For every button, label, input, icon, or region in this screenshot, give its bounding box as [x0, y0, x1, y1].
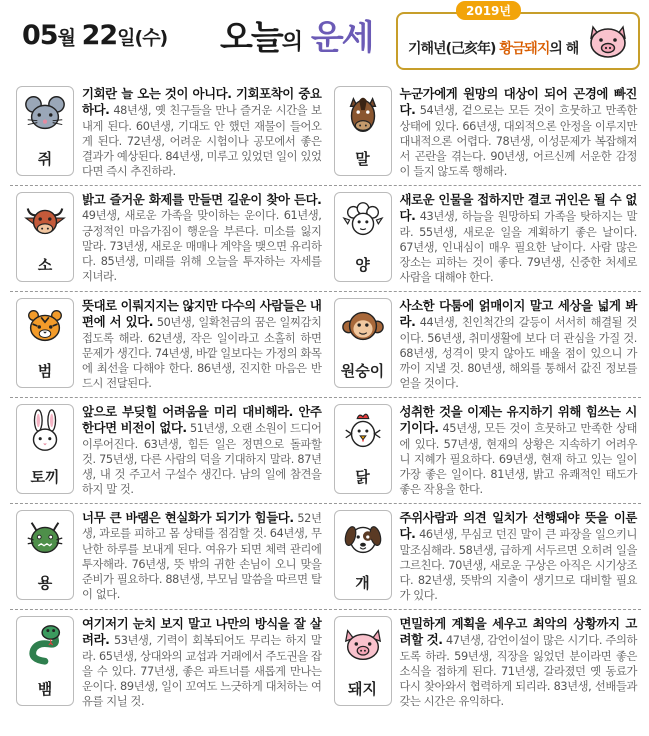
animal-name: 토끼	[30, 468, 60, 486]
animal-badge	[16, 86, 74, 176]
fortune-headline: 뜻대로 이뤄지지는 않지만 다수의 사람들은 내 편에 서 있다.	[82, 298, 322, 330]
banner-pig-icon	[586, 18, 630, 62]
animal-name: 개	[355, 574, 370, 592]
ox-icon	[22, 197, 68, 243]
fortune-grid	[10, 80, 641, 715]
fortune-headline: 누군가에게 원망의 대상이 되어 곤경에 빠진다.	[399, 86, 637, 118]
animal-badge	[16, 192, 74, 282]
animal-name: 돼지	[348, 680, 377, 698]
fortune-headline: 새로운 인물을 접하지만 결코 귀인은 될 수 없다.	[399, 192, 637, 224]
header	[0, 0, 649, 74]
fortune-body: 54년생, 겉으로는 모든 것이 흐뭇하고 만족한 상태에 있다. 66년생, 대외적으론 안정을 이루지만 대내적으론 어렵다. 78년생, 이성문제가 복잡해져서 곤란을 겪는다. 90년생, 어르신께 서운한 감정이 들지 않도록 행해라.	[399, 104, 637, 179]
banner-post: 의 해	[549, 41, 579, 57]
fortune-cell	[326, 610, 642, 715]
fortune-headline: 성취한 것을 이제는 유지하기 위해 힘쓰는 시기이다.	[399, 404, 637, 436]
day-unit: 일	[117, 27, 135, 49]
sheep-icon	[340, 197, 386, 243]
banner-year: 2019년	[456, 1, 521, 20]
animal-badge	[334, 298, 392, 388]
animal-badge	[334, 86, 392, 176]
animal-name: 쥐	[37, 150, 53, 168]
fortune-row	[10, 504, 641, 610]
animal-name: 말	[355, 150, 370, 168]
fortune-text	[400, 510, 638, 605]
fortune-text	[82, 192, 322, 287]
fortune-body: 47년생, 감언이설이 많은 시기다. 주의하도록 하라. 59년생, 직장을 잃었던 분이라면 좋은 소식을 접하게 된다. 71년생, 갈라졌던 옛 동료가 다시 찾아와서 협력하게 되리라. 83년생, 선배들과 갖는 시간은 유익하다.	[399, 634, 637, 709]
dog-icon	[340, 515, 386, 561]
animal-badge	[334, 192, 392, 282]
fortune-headline: 여기저기 눈치 보지 말고 나만의 방식을 잘 살려라.	[82, 616, 322, 648]
fortune-cell	[326, 504, 642, 609]
animal-badge	[16, 298, 74, 388]
weekday: (수)	[134, 27, 168, 49]
animal-badge	[334, 404, 392, 494]
fortune-cell	[10, 610, 326, 715]
fortune-cell	[10, 504, 326, 609]
fortune-text	[400, 616, 638, 711]
title-accent: 운세	[310, 18, 373, 58]
fortune-headline: 면밀하게 계획을 세우고 최악의 상황까지 고려할 것.	[399, 616, 637, 648]
fortune-headline: 너무 큰 바램은 현실화가 되기가 힘들다.	[82, 510, 294, 525]
fortune-cell	[326, 398, 642, 503]
rooster-icon	[340, 409, 386, 455]
animal-badge	[16, 616, 74, 706]
animal-name: 용	[37, 574, 53, 592]
fortune-text	[82, 86, 322, 181]
fortune-text	[400, 192, 638, 287]
fortune-row	[10, 292, 641, 398]
month-unit: 월	[57, 27, 75, 49]
fortune-row	[10, 80, 641, 186]
fortune-headline: 밝고 즐거운 화제를 만들면 길운이 찾아 든다.	[82, 192, 322, 207]
rabbit-icon	[22, 409, 68, 455]
fortune-headline: 주위사람과 의견 일치가 선행돼야 뜻을 이룬다.	[399, 510, 637, 542]
tiger-icon	[22, 303, 68, 349]
animal-name: 닭	[355, 468, 370, 486]
animal-name: 원숭이	[340, 362, 385, 380]
horse-icon	[340, 91, 386, 137]
page-title	[220, 10, 373, 59]
animal-name: 양	[355, 256, 370, 274]
fortune-headline: 기회란 늘 오는 것이 아니다. 기회포착이 중요하다.	[82, 86, 322, 118]
fortune-cell	[10, 292, 326, 397]
title-prefix: 오늘	[220, 18, 282, 58]
animal-name: 범	[37, 362, 53, 380]
pig-icon	[340, 621, 386, 667]
animal-badge	[334, 616, 392, 706]
fortune-cell	[10, 186, 326, 291]
banner-highlight: 황금돼지	[499, 41, 550, 57]
animal-badge	[16, 404, 74, 494]
fortune-text	[82, 404, 322, 499]
title-particle: 의	[281, 30, 301, 55]
banner-text	[408, 38, 578, 58]
fortune-body: 53년생, 기력이 회복되어도 무리는 하지 말라. 65년생, 상대와의 교섭과 거래에서 주도권을 잡을 수 있다. 77년생, 좋은 파트너를 새롭게 만나는 운이다. 89년생, 일이 꼬여도 느긋하게 대처하는 여유를 지닐 것.	[82, 634, 322, 709]
animal-name: 소	[37, 256, 53, 274]
dragon-icon	[22, 515, 68, 561]
fortune-body: 49년생, 새로운 가족을 맞이하는 운이다. 61년생, 긍정적인 마음가짐이 행운을 부른다. 미소를 잃지 말라. 73년생, 새로운 매매나 계약을 맺으면 유리하다. 85년생, 미래를 위해 오늘을 투자하는 자세를 지녀라.	[82, 209, 322, 284]
rat-icon	[22, 91, 68, 137]
fortune-cell	[326, 80, 642, 185]
fortune-body: 51년생, 오랜 소원이 드디어 이루어진다. 63년생, 힘든 일은 정면으로 돌파할 것. 75년생, 다른 사람의 덕을 기대하지 말라. 87년생, 내 것 주고서 구설수 생긴다. 남의 일에 참견을 하지 말 것.	[82, 422, 322, 497]
fortune-cell	[326, 186, 642, 291]
fortune-text	[82, 298, 322, 393]
fortune-body: 43년생, 하늘을 원망하되 가족을 탓하지는 말라. 55년생, 새로운 일을 계획하기 좋은 날이다. 67년생, 인내심이 매우 필요한 날이다. 사람 많은 장소는 피하는 것이 좋다. 79년생, 신중한 처세로 사람을 대해야 한다.	[399, 210, 637, 285]
day: 22	[81, 20, 118, 51]
month: 05	[22, 20, 58, 51]
fortune-headline: 앞으로 부딪힐 어려움을 미리 대비해라. 안주한다면 비전이 없다.	[82, 404, 322, 436]
fortune-cell	[326, 292, 642, 397]
date	[22, 20, 167, 51]
year-banner	[396, 4, 640, 70]
fortune-body: 46년생, 무심코 던진 말이 큰 파장을 일으키니 말조심해라. 58년생, 급하게 서두르면 오히려 일을 그르친다. 70년생, 새로운 구상은 아직은 시기상조다. 82년생, 뜻밖의 지출이 생기므로 대비할 필요가 있다.	[399, 528, 637, 603]
fortune-body: 50년생, 일확천금의 꿈은 일찌감치 접도록 해라. 62년생, 작은 일이라고 소홀히 하면 문제가 생긴다. 74년생, 바깥 일보다는 가정의 화목에 최선을 다해야 한다. 86년생, 진지한 마음은 반드시 전달된다.	[82, 316, 322, 391]
fortune-row	[10, 186, 641, 292]
fortune-text	[82, 510, 322, 605]
fortune-body: 52년생, 과로를 피하고 몸 상태를 점검할 것. 64년생, 무난한 하루를 보내게 된다. 여유가 되면 체력 관리에 투자해라. 76년생, 뜻 밖의 귀한 손님이 오니 맞을 준비가 필요하다. 88년생, 부모님 말씀을 따르면 탈이 없다.	[82, 512, 322, 602]
animal-badge	[334, 510, 392, 600]
fortune-cell	[10, 398, 326, 503]
animal-name: 뱀	[37, 680, 53, 698]
fortune-row	[10, 398, 641, 504]
fortune-text	[400, 298, 638, 393]
monkey-icon	[340, 303, 386, 349]
snake-icon	[22, 621, 68, 667]
fortune-headline: 사소한 다툼에 얽매이지 말고 세상을 넓게 봐라.	[399, 298, 637, 330]
fortune-text	[82, 616, 322, 711]
animal-badge	[16, 510, 74, 600]
banner-pre: 기해년(己亥年)	[408, 41, 496, 57]
fortune-text	[400, 404, 638, 499]
fortune-body: 45년생, 모든 것이 흐뭇하고 만족한 상태에 있다. 57년생, 현재의 상황은 지속하기 어려우니 지혜가 필요하다. 69년생, 현재 하고 있는 일이 가장 좋은 일이다. 81년생, 밝고 유쾌적인 태도가 좋은 작용을 한다.	[399, 422, 637, 497]
fortune-body: 48년생, 옛 친구들을 만나 즐거운 시간을 보내게 된다. 60년생, 기대도 안 했던 재물이 들어오게 된다. 72년생, 어려운 시험이나 공모에서 좋은 결과가 예상된다. 84년생, 미루고 있었던 일이 있었다면 즉시 추진하라.	[82, 104, 322, 179]
fortune-row	[10, 610, 641, 715]
fortune-cell	[10, 80, 326, 185]
fortune-body: 44년생, 친인척간의 갈등이 서서히 해결될 것이다. 56년생, 취미생활에 보다 더 관심을 가질 것. 68년생, 성격이 맞지 않아도 배울 점이 있으니 가까이 지낼 것. 80년생, 해외를 통해서 값진 정보를 얻을 것이다.	[399, 316, 637, 391]
fortune-text	[400, 86, 638, 181]
